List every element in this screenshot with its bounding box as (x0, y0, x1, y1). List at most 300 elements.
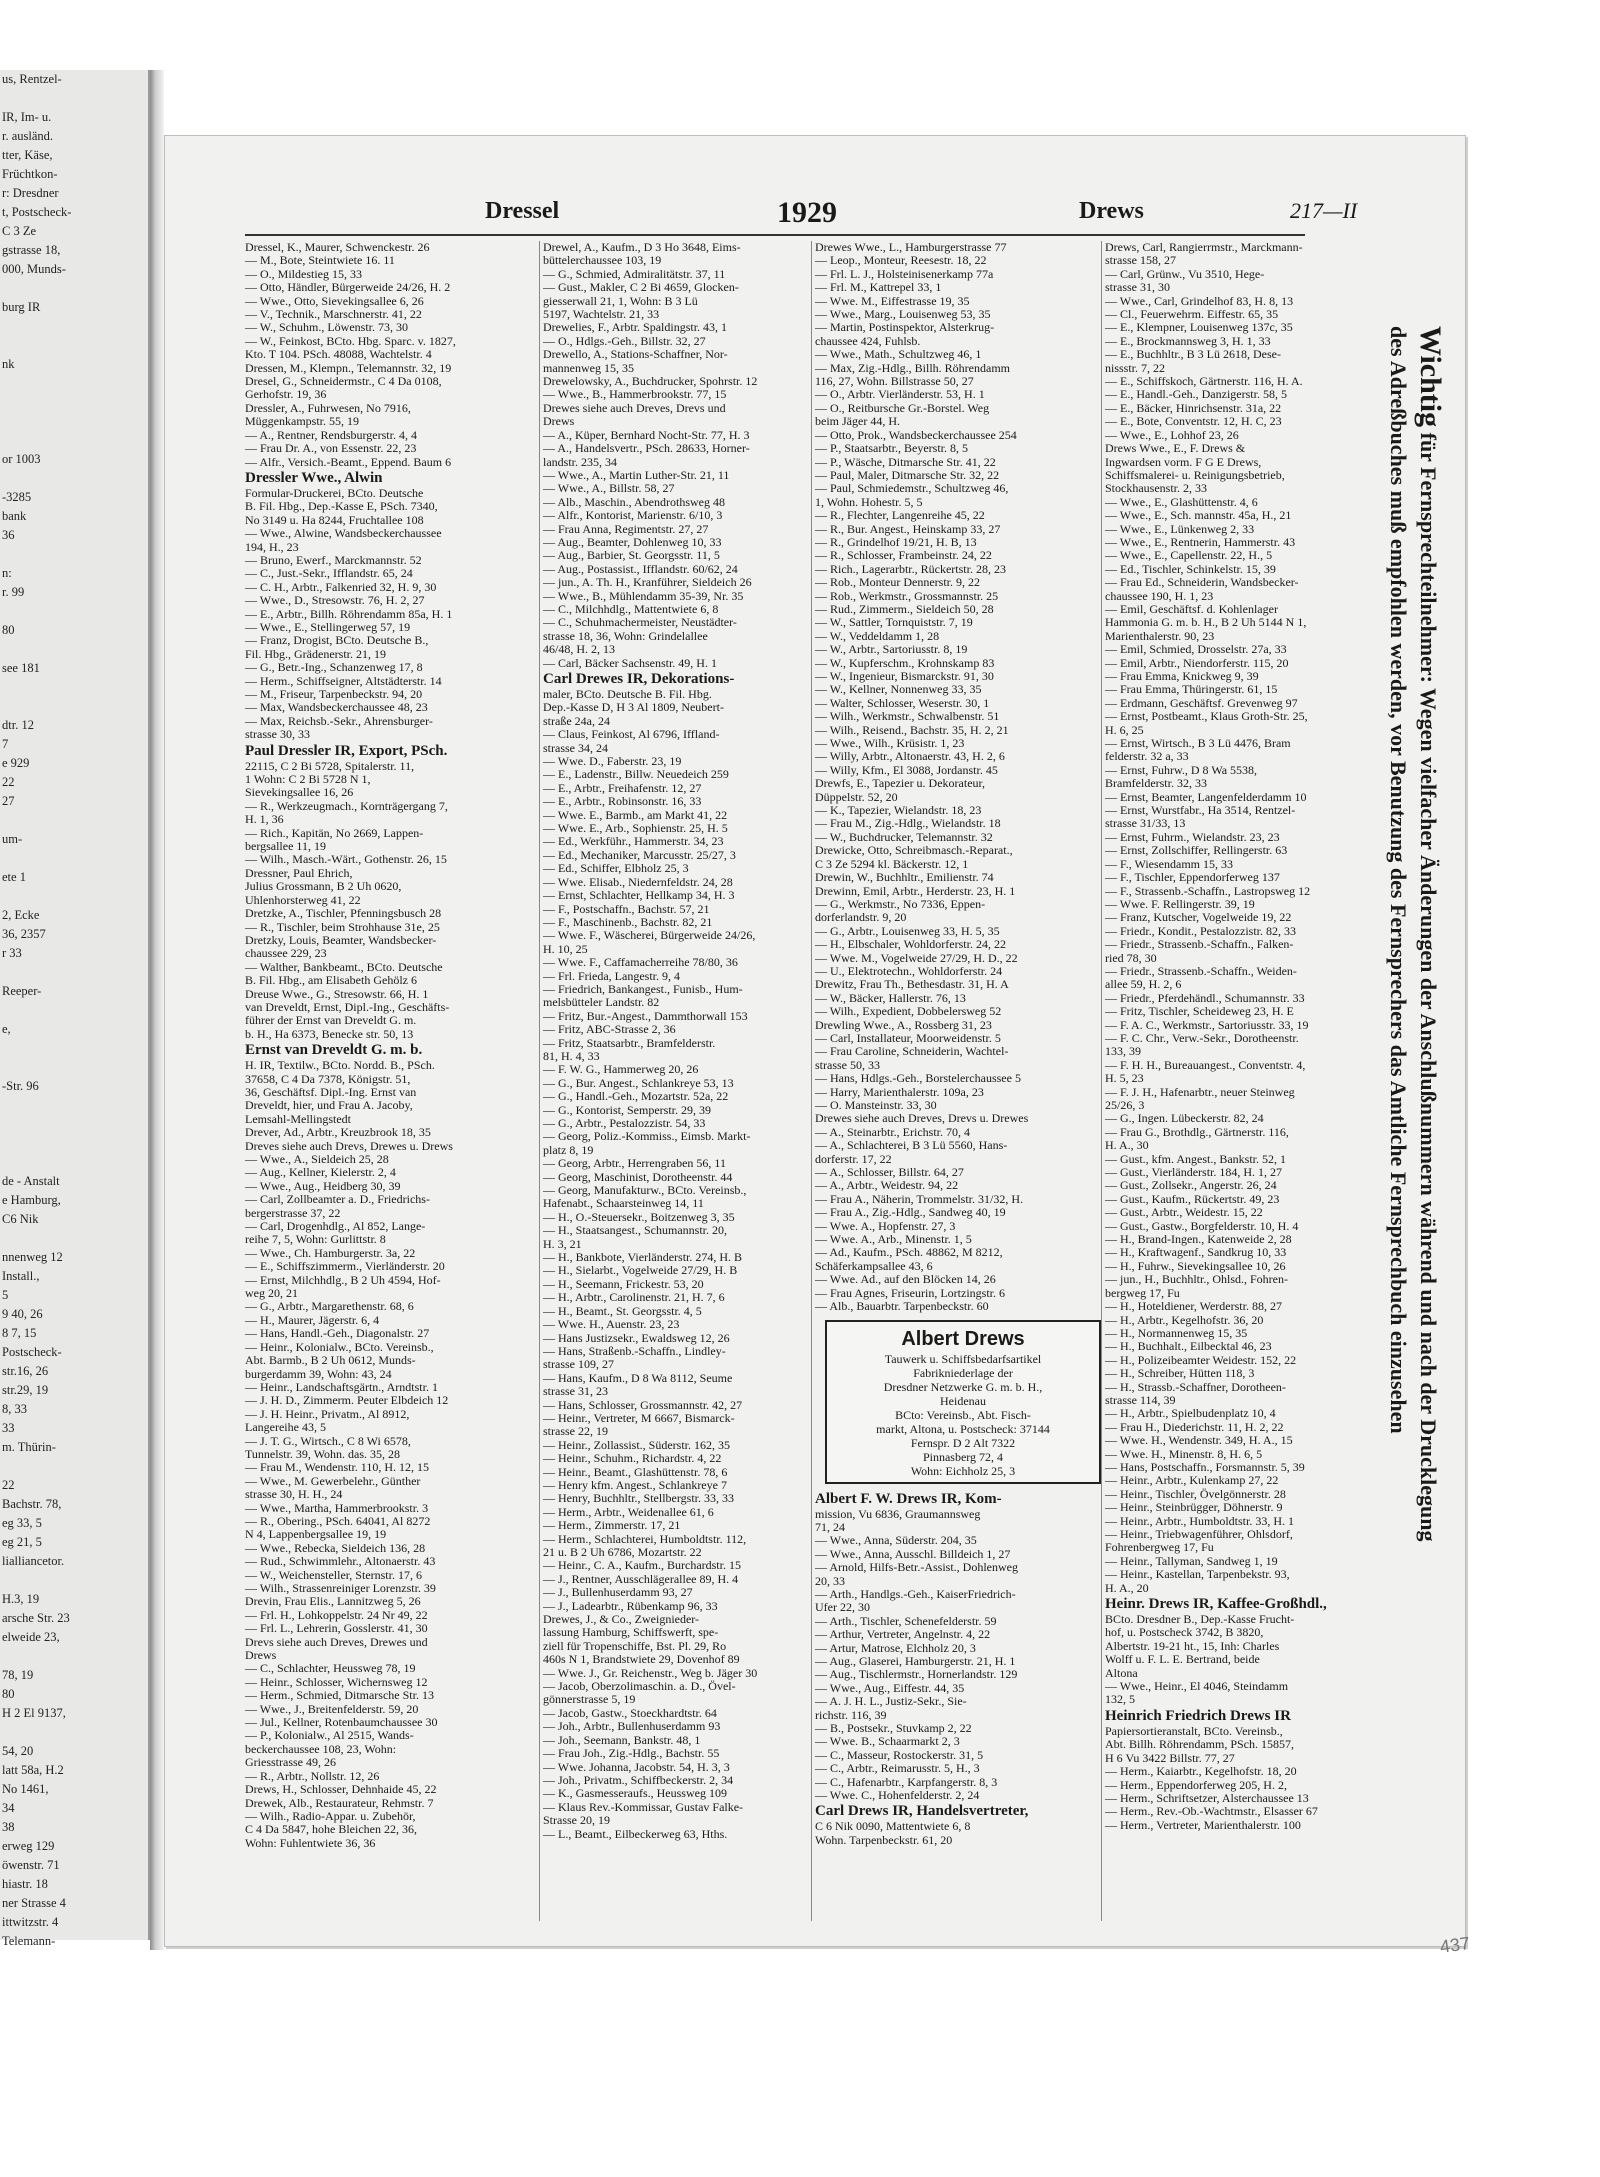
directory-entry: — Rud., Schwimmlehr., Altonaerstr. 43 (245, 1554, 436, 1569)
sliver-line: Bachstr. 78, (2, 1497, 62, 1511)
sliver-line: 80 (2, 1687, 15, 1701)
directory-entry: maler, BCto. Deutsche B. Fil. Hbg. (543, 687, 712, 701)
directory-entry: — Otto, Händler, Bürgerweide 24/26, H. 2 (245, 280, 451, 295)
sliver-line: ete 1 (2, 870, 26, 884)
directory-entry: — Carl, Bäcker Sachsenstr. 49, H. 1 (543, 655, 717, 670)
sliver-line: eg 21, 5 (2, 1535, 42, 1549)
directory-entry: — Frau H., Diederichstr. 11, H. 2, 22 (1105, 1419, 1284, 1434)
sliver-line: H 2 El 9137, (2, 1706, 66, 1720)
directory-entry: Schäferkampsallee 43, 6 (815, 1258, 933, 1273)
directory-entry: — E., Arbtr., Freihafenstr. 12, 27 (543, 780, 702, 795)
directory-entry: — Georg, Arbtr., Herrengraben 56, 11 (543, 1156, 726, 1171)
directory-entry: — Wilh., Strassenreiniger Lorenzstr. 39 (245, 1581, 436, 1595)
notice-line-1 (1413, 326, 1445, 1856)
sliver-line: latt 58a, H.2 (2, 1763, 64, 1777)
directory-entry: C 4 Da 5847, hohe Bleichen 22, 36, (245, 1822, 417, 1837)
directory-entry: — W., Kupferschm., Krohnskamp 83 (815, 655, 995, 670)
directory-entry: gönnerstrasse 5, 19 (543, 1692, 636, 1707)
directory-entry: Dressel, K., Maurer, Schwenckestr. 26 (245, 240, 430, 254)
directory-entry: — Hans, Hdlgs.-Geh., Borstelerchaussee 5 (815, 1071, 1021, 1086)
directory-entry: No 3149 u. Ha 8244, Fruchtallee 108 (245, 512, 424, 527)
directory-entry: 460s N 1, Brandstwiete 29, Dovenhof 89 (543, 1652, 740, 1667)
sliver-line: C 3 Ze (2, 224, 37, 238)
directory-entry: Carl Drewes IR, Dekorations- (543, 671, 735, 687)
directory-entry: — H., Brand-Ingen., Katenweide 2, 28 (1105, 1232, 1292, 1247)
directory-entry: van Dreveldt, Ernst, Dipl.-Ing., Geschäfts- (245, 999, 450, 1014)
directory-entry: — Frau Emma, Knickweg 9, 39 (1105, 669, 1259, 683)
directory-entry: — Max, Wandsbeckerchaussee 48, 23 (245, 700, 428, 715)
column-divider (1101, 241, 1102, 1921)
ad-line: Pinnasberg 72, 4 (922, 1449, 1004, 1464)
directory-entry: dorferlandstr. 9, 20 (815, 910, 907, 925)
directory-entry: — Alfr., Versich.-Beamt., Eppend. Baum 6 (245, 454, 452, 469)
directory-entry: — Hans, Schlosser, Grossmannstr. 42, 27 (543, 1397, 743, 1412)
column-divider (811, 241, 812, 1921)
directory-entry: 132, 5 (1105, 1692, 1135, 1707)
notice-line-2: des Adreßbuches muß empfohlen werden, vor Benutzung des Fernsprechers das Amtliche Fernsprechbuch einzusehen (1386, 326, 1411, 1434)
directory-entry: H. 1, 36 (245, 812, 284, 827)
directory-entry: — B., Postsekr., Stuvkamp 2, 22 (815, 1721, 972, 1735)
directory-entry: Bramfelderstr. 32, 33 (1105, 776, 1207, 791)
directory-entry: — Wwe. H., Minenstr. 8, H. 6, 5 (1105, 1446, 1263, 1461)
sliver-line: see 181 (2, 661, 40, 675)
directory-entry: — G., Werkmstr., No 7336, Eppen- (815, 896, 986, 911)
directory-entry: — Wwe., E., Lünkenweg 2, 33 (1105, 521, 1255, 536)
directory-entry: — Ed., Tischler, Schinkelstr. 15, 39 (1105, 561, 1276, 576)
directory-entry: — Franz, Kutscher, Vogelweide 19, 22 (1105, 910, 1292, 925)
directory-entry: — R., Grindelhof 19/21, H. B, 13 (815, 534, 977, 549)
directory-entry: — Wwe., B., Hammerbrookstr. 77, 15 (543, 387, 727, 402)
directory-entry: beim Jäger 44, H. (815, 414, 900, 429)
directory-entry: — Wwe. F., Caffamacherreihe 78/80, 36 (543, 955, 738, 970)
directory-entry: 81, H. 4, 33 (543, 1048, 600, 1063)
directory-entry: H. 6, 25 (1105, 722, 1144, 737)
directory-entry: — Gust., Arbtr., Weidestr. 15, 22 (1105, 1205, 1263, 1220)
sliver-line (0, 1153, 148, 1172)
sliver-line: e, (2, 1022, 11, 1036)
directory-entry: — Jacob, Gastw., Stoeckhardtstr. 64 (543, 1705, 717, 1720)
directory-entry: — A., Rentner, Rendsburgerstr. 4, 4 (245, 427, 417, 442)
directory-entry: — Bruno, Ewerf., Marckmannstr. 52 (245, 552, 422, 567)
directory-entry: — Herm., Schriftsetzer, Alsterchaussee 13 (1105, 1790, 1309, 1805)
directory-entry: bergerstrasse 37, 22 (245, 1205, 341, 1220)
directory-entry: — M., Bote, Steintwiete 16. 11 (245, 253, 395, 268)
sliver-line: de - Anstalt (2, 1174, 60, 1188)
directory-entry: — Jacob, Oberzolimaschin. a. D., Övel- (543, 1679, 736, 1694)
directory-entry: — Heinr., Vertreter, M 6667, Bismarck- (543, 1410, 735, 1425)
sliver-line: nnenweg 12 (2, 1250, 63, 1264)
sliver-line (0, 1096, 148, 1115)
directory-entry: — Herm., Kaiarbtr., Kegelhofstr. 18, 20 (1105, 1764, 1297, 1779)
directory-entry: allee 59, H. 2, 6 (1105, 977, 1182, 992)
directory-entry: Sievekingsallee 16, 26 (245, 785, 354, 800)
directory-entry: — G., Betr.-Ing., Schanzenweg 17, 8 (245, 660, 423, 675)
directory-entry: — Georg, Maschinist, Dorotheenstr. 44 (543, 1169, 733, 1184)
directory-entry: — Arthur, Vertreter, Angelnstr. 4, 22 (815, 1627, 991, 1642)
directory-entry: — C. H., Arbtr., Falkenried 32, H. 9, 30 (245, 579, 437, 594)
column-1 (245, 241, 541, 1921)
directory-entry: — Paul, Maler, Ditmarsche Str. 32, 22 (815, 467, 1000, 482)
directory-entry: — Henry, Buchhltr., Stellbergstr. 33, 33 (543, 1491, 734, 1506)
directory-entry: — Ed., Werkführ., Hammerstr. 34, 23 (543, 834, 724, 849)
directory-entry: — W., Ingenieur, Bismarckstr. 91, 30 (815, 669, 994, 683)
directory-entry: Lemsahl-Mellingstedt (245, 1111, 351, 1126)
directory-page (164, 135, 1466, 1947)
sliver-line: 33 (2, 1421, 15, 1435)
sliver-line: 8 7, 15 (2, 1326, 37, 1340)
directory-entry: Stockhausenstr. 2, 33 (1105, 481, 1207, 496)
directory-entry: — O., Mildestieg 15, 33 (245, 266, 362, 281)
handwritten-page-mark: 437 (1438, 1933, 1472, 1957)
sliver-line (0, 1723, 148, 1742)
sliver-line (0, 963, 148, 982)
sliver-line (0, 412, 148, 431)
directory-entry: — U., Elektrotechn., Wohldorferstr. 24 (815, 963, 1003, 978)
directory-entry: — Frau Joh., Zig.-Hdlg., Bachstr. 55 (543, 1746, 720, 1761)
directory-entry: Tunnelstr. 39, Wohn. das. 35, 28 (245, 1446, 401, 1461)
directory-entry: strasse 109, 27 (543, 1357, 614, 1372)
sliver-line (0, 469, 148, 488)
directory-entry: — H., Elbschaler, Wohldorferstr. 24, 22 (815, 937, 1006, 952)
directory-entry: — Ernst, Postbeamt., Klaus Groth-Str. 25, (1105, 709, 1308, 724)
directory-entry: — Heinr., Arbtr., Kulenkamp 27, 22 (1105, 1473, 1279, 1488)
sliver-line: or 1003 (2, 452, 41, 466)
directory-entry: — H., Maurer, Jägerstr. 6, 4 (245, 1312, 380, 1327)
directory-entry: Kto. T 104. PSch. 48088, Wachtelstr. 4 (245, 347, 432, 362)
directory-entry: — Artur, Matrose, Elchholz 20, 3 (815, 1640, 976, 1655)
column-2 (543, 241, 839, 1921)
directory-entry: B. Fil. Hbg., Dep.-Kasse E, PSch. 7340, (245, 499, 438, 514)
directory-entry: — E., Bote, Conventstr. 12, H. C, 23 (1105, 414, 1282, 429)
header-page-number: 217—II (1290, 198, 1358, 223)
directory-entry: 194, H., 23 (245, 539, 299, 554)
directory-entry: — Cl., Feuerwehrm. Eiffestr. 65, 35 (1105, 307, 1279, 322)
directory-entry: — H., O.-Steuersekr., Boitzenweg 3, 35 (543, 1209, 735, 1224)
directory-entry: Paul Dressler IR, Export, PSch. (245, 742, 448, 759)
directory-entry: Schiffsmalerei- u. Reinigungsbetrieb, (1105, 467, 1285, 482)
directory-entry: — Ed., Schiffer, Elbholz 25, 3 (543, 861, 689, 876)
directory-entry: — E., Arbtr., Billh. Röhrendamm 85a, H. 1 (245, 606, 453, 621)
directory-entry: — H., Hoteldiener, Werderstr. 88, 27 (1105, 1299, 1282, 1314)
directory-entry: — Heinr., Arbtr., Humboldtstr. 33, H. 1 (1105, 1513, 1294, 1528)
column-3 (815, 241, 1111, 1921)
directory-entry: — W., Arbtr., Sartoriusstr. 8, 19 (815, 642, 968, 657)
directory-entry: — H., Buchhalt., Eilbecktal 46, 23 (1105, 1339, 1272, 1354)
directory-entry: — Erdmann, Geschäftsf. Grevenweg 97 (1105, 695, 1298, 710)
directory-entry: — G., Arbtr., Margarethenstr. 68, 6 (245, 1299, 414, 1314)
directory-entry: chaussee 190, H. 1, 23 (1105, 588, 1214, 603)
sliver-line: r. ausländ. (2, 129, 54, 143)
directory-entry: — H., Strassb.-Schaffner, Dorotheen- (1105, 1379, 1286, 1394)
directory-entry: — Wwe., E., Capellenstr. 22, H., 5 (1105, 548, 1273, 563)
directory-entry: — Alb., Maschin., Abendrothsweg 48 (543, 494, 725, 509)
directory-entry: strasse 114, 39 (1105, 1392, 1176, 1407)
ad-title: Albert Drews (901, 1327, 1025, 1350)
directory-entry: — G., Arbtr., Pestalozzistr. 54, 33 (543, 1116, 706, 1130)
directory-entry: — H., Arbtr., Kegelhofstr. 36, 20 (1105, 1312, 1264, 1327)
directory-entry: — A., Handelsvertr., PSch. 28633, Horner- (543, 441, 750, 456)
directory-entry: — Wwe. A., Hopfenstr. 27, 3 (815, 1218, 956, 1233)
notice-text-1: für Fernsprechteilnehmer: Wegen vielfacher Änderungen der Anschlußnummern während und nach der Drucklegung (1416, 432, 1441, 1542)
directory-entry: — Joh., Seemann, Bankstr. 48, 1 (543, 1732, 701, 1747)
sliver-line (0, 1115, 148, 1134)
ad-line: BCto: Vereinsb., Abt. Fisch- (895, 1407, 1031, 1422)
directory-entry: — W., Feinkost, BCto. Hbg. Sparc. v. 1827, (245, 333, 456, 348)
directory-entry: — K., Gasmesseraufs., Heussweg 109 (543, 1786, 727, 1801)
directory-entry: — Carl, Installateur, Moorweidenstr. 5 (815, 1030, 1001, 1045)
directory-entry: — G., Ingen. Lübeckerstr. 82, 24 (1105, 1111, 1264, 1126)
directory-entry: Ufer 22, 30 (815, 1600, 870, 1615)
directory-entry: Fohrenbergweg 17, Fu (1105, 1540, 1214, 1555)
directory-entry: — Frau G., Brothdlg., Gärtnerstr. 116, (1105, 1124, 1289, 1139)
ad-line: Heidenau (940, 1393, 986, 1408)
directory-entry: Drews Wwe., E., F. Drews & (1105, 441, 1246, 456)
directory-entry: — P., Staatsarbtr., Beyerstr. 8, 5 (815, 441, 968, 456)
directory-entry: — J., Bullenhuserdamm 93, 27 (543, 1585, 693, 1600)
directory-entry: — Heinr., C. A., Kaufm., Burchardstr. 15 (543, 1558, 741, 1573)
directory-entry: — Aug., Glaserei, Hamburgerstr. 21, H. 1 (815, 1653, 1016, 1668)
directory-entry: Drewes Wwe., L., Hamburgerstrasse 77 (815, 240, 1007, 254)
sliver-line: e 929 (2, 756, 30, 770)
directory-entry: — C., Milchhdlg., Mattentwiete 6, 8 (543, 601, 719, 616)
directory-entry: büttelerchaussee 103, 19 (543, 253, 662, 268)
directory-entry: Drewfs, E., Tapezier u. Dekorateur, (815, 776, 986, 791)
sliver-line (0, 678, 148, 697)
directory-entry: Düppelstr. 52, 20 (815, 789, 898, 804)
directory-entry: — Wwe., E., Glashüttenstr. 4, 6 (1105, 494, 1258, 509)
directory-entry: Drever, Ad., Arbtr., Kreuzbrook 18, 35 (245, 1125, 431, 1140)
directory-entry: — Wwe. Ad., auf den Blöcken 14, 26 (815, 1272, 996, 1287)
sliver-line (0, 887, 148, 906)
directory-entry: — J. H. D., Zimmerm. Peuter Elbdeich 12 (245, 1393, 449, 1408)
directory-entry: C 3 Ze 5294 kl. Bäckerstr. 12, 1 (815, 856, 969, 871)
directory-entry: — Heinr., Triebwagenführer, Ohlsdorf, (1105, 1527, 1293, 1541)
directory-entry: — Max, Reichsb.-Sekr., Ahrensburger- (245, 713, 433, 728)
sliver-line: str.29, 19 (2, 1383, 49, 1397)
directory-entry: 46/48, H. 2, 13 (543, 642, 615, 657)
directory-entry: — Arth., Tischler, Schenefelderstr. 59 (815, 1613, 997, 1628)
directory-entry: Dreves siehe auch Drevs, Drewes u. Drews (245, 1138, 453, 1153)
directory-entry: — Wwe., E., Stellingerweg 57, 19 (245, 619, 411, 634)
directory-entry: — Harry, Marienthalerstr. 109a, 23 (815, 1084, 984, 1099)
vertical-notice (1335, 326, 1445, 1856)
directory-entry: — Frau Dr. A., von Essenstr. 22, 23 (245, 441, 417, 456)
directory-entry: — Aug., Tischlermstr., Hornerlandstr. 129 (815, 1667, 1018, 1682)
directory-entry: beckerchaussee 108, 23, Wohn: (245, 1741, 397, 1756)
directory-entry: — Frau A., Zig.-Hdlg., Sandweg 40, 19 (815, 1205, 1006, 1220)
directory-entry: Drewes siehe auch Dreves, Drevs und (543, 400, 726, 415)
sliver-line: 54, 20 (2, 1744, 34, 1758)
directory-entry: Dressen, M., Klempn., Telemannstr. 32, 19 (245, 360, 452, 375)
directory-entry: strasse 22, 19 (543, 1424, 608, 1439)
directory-entry: — Franz, Drogist, BCto. Deutsche B., (245, 633, 429, 648)
sliver-line: Telemann- (2, 1934, 56, 1948)
directory-entry: strasse 50, 33 (815, 1057, 880, 1072)
directory-entry: lassung Hamburg, Schiffswerft, spe- (543, 1625, 719, 1640)
directory-entry: — W., Buchdrucker, Telemannstr. 32 (815, 829, 993, 844)
sliver-line (0, 1457, 148, 1476)
ad-line: Fernspr. D 2 Alt 7322 (910, 1435, 1016, 1450)
directory-entry: — P., Wäsche, Ditmarsche Str. 41, 22 (815, 454, 996, 469)
directory-entry: — Herm., Schmied, Ditmarsche Str. 13 (245, 1688, 434, 1703)
sliver-line: Reeper- (2, 984, 42, 998)
directory-entry: — Heinr., Tischler, Övelgönnerstr. 28 (1105, 1486, 1286, 1501)
directory-entry: Drewling Wwe., A., Rossberg 31, 23 (815, 1017, 992, 1032)
directory-entry: — Ernst, Wirtsch., B 3 Lü 4476, Bram (1105, 736, 1291, 751)
directory-entry: 71, 24 (815, 1519, 845, 1534)
directory-entry: — Hans, Postschaffn., Forsmannstr. 5, 39 (1105, 1459, 1305, 1474)
column-divider (539, 241, 540, 1921)
directory-entry: — Wwe., J., Breitenfelderstr. 59, 20 (245, 1701, 419, 1716)
directory-entry: — Herm., Schlachterei, Humboldtstr. 112, (543, 1531, 747, 1546)
directory-entry: — Wwe., Anna, Süderstr. 204, 35 (815, 1533, 977, 1548)
directory-entry: reihe 7, 5, Wohn: Gurlittstr. 8 (245, 1232, 386, 1247)
directory-entry: Drews (245, 1648, 277, 1663)
sliver-line: str.16, 26 (2, 1364, 49, 1378)
directory-entry: Drewel, A., Kaufm., D 3 Ho 3648, Eims- (543, 240, 741, 254)
directory-entry: landstr. 235, 34 (543, 454, 617, 469)
directory-entry: — H., Arbtr., Spielbudenplatz 10, 4 (1105, 1406, 1276, 1421)
directory-entry: — Alb., Bauarbtr. Tarpenbeckstr. 60 (815, 1299, 989, 1314)
directory-entry: Heinrich Friedrich Drews IR (1105, 1707, 1291, 1724)
directory-entry: — Emil, Arbtr., Niendorferstr. 115, 20 (1105, 655, 1289, 670)
advertisement-box (825, 1320, 1101, 1484)
directory-entry: — Emil, Schmied, Drosselstr. 27a, 33 (1105, 642, 1287, 657)
sliver-line: hiastr. 18 (2, 1877, 48, 1891)
sliver-line (0, 1058, 148, 1077)
directory-entry: — Herm., Schiffseigner, Altstädterstr. 14 (245, 673, 442, 688)
directory-entry: — Wwe., Carl, Grindelhof 83, H. 8, 13 (1105, 293, 1294, 308)
directory-entry: strasse 18, 36, Wohn: Grindelallee (543, 628, 708, 643)
sliver-line: e Hamburg, (2, 1193, 61, 1207)
directory-entry: — Aug., Barbier, St. Georgsstr. 11, 5 (543, 548, 720, 563)
directory-entry: — Rud., Zimmerm., Sieldeich 50, 28 (815, 601, 994, 616)
directory-entry: — A., Arbtr., Weidestr. 94, 22 (815, 1178, 959, 1193)
directory-entry: — jun., H., Buchhltr., Ohlsd., Fohren- (1105, 1272, 1288, 1287)
directory-entry: — Wwe. J., Gr. Reichenstr., Weg b. Jäger 30 (543, 1665, 758, 1680)
directory-entry: — Rich., Kapitän, No 2669, Lappen- (245, 825, 424, 840)
directory-entry: — E., Schiffskoch, Gärtnerstr. 116, H. A. (1105, 374, 1303, 389)
directory-entry: — Wwe., Alwine, Wandsbeckerchaussee (245, 526, 442, 541)
directory-entry: — Herm., Rev.-Ob.-Wachtmstr., Elsasser 67 (1105, 1804, 1318, 1819)
directory-entry: — Wwe. D., Faberstr. 23, 19 (543, 754, 682, 769)
directory-entry: — Frau M., Wendenstr. 110, H. 12, 15 (245, 1460, 430, 1475)
directory-entry: straße 24a, 24 (543, 713, 610, 728)
directory-entry: — Ed., Mechaniker, Marcusstr. 25/27, 3 (543, 847, 736, 862)
directory-entry: — Heinr., Kastellan, Tarpenbekstr. 93, (1105, 1567, 1290, 1582)
sliver-line (0, 1229, 148, 1248)
sliver-line (0, 89, 148, 108)
directory-entry: — J. T. G., Wirtsch., C 8 Wi 6578, (245, 1433, 411, 1448)
header-rule (245, 234, 1305, 236)
sliver-line: -3285 (2, 490, 32, 504)
directory-entry: Wolff u. F. L. E. Bertrand, beide (1105, 1652, 1260, 1667)
directory-entry: — L., Beamt., Eilbeckerweg 63, Hths. (543, 1826, 728, 1841)
directory-entry: — Wwe. M., Vogelweide 27/29, H. D., 22 (815, 950, 1018, 965)
directory-entry: — Heinr., Kolonialw., BCto. Vereinsb., (245, 1339, 434, 1354)
directory-entry: — Gust., kfm. Angest., Bankstr. 52, 1 (1105, 1151, 1287, 1166)
directory-entry: — W., Kellner, Nonnenweg 33, 35 (815, 682, 982, 697)
directory-entry: — Gust., Vierländerstr. 184, H. 1, 27 (1105, 1165, 1283, 1180)
directory-entry: — R., Tischler, beim Strohhause 31e, 25 (245, 919, 440, 934)
notice-heading: Wichtig (1414, 326, 1447, 428)
sliver-line: ittwitzstr. 4 (2, 1915, 59, 1929)
directory-entry: — Frl. M., Kattrepel 33, 1 (815, 280, 942, 295)
directory-entry: — Rob., Werkmstr., Grossmannstr. 25 (815, 588, 999, 603)
directory-entry: Langereihe 43, 5 (245, 1420, 326, 1435)
directory-entry: — Wwe., Anna, Ausschl. Billdeich 1, 27 (815, 1546, 1011, 1561)
directory-entry: — Wwe., Marg., Louisenweg 53, 35 (815, 307, 991, 322)
directory-entry: — Frau A., Näherin, Trommelstr. 31/32, H. (815, 1191, 1024, 1206)
sliver-line (0, 336, 148, 355)
sliver-line: 27 (2, 794, 15, 808)
directory-entry: — Frau Anna, Regimentstr. 27, 27 (543, 521, 709, 536)
sliver-line: burg IR (2, 300, 41, 314)
directory-entry: Uhlenhorsterweg 41, 22 (245, 892, 361, 907)
directory-entry: — C., Schlachter, Heussweg 78, 19 (245, 1661, 416, 1676)
directory-entry: melsbütteler Landstr. 82 (543, 995, 660, 1010)
sliver-line: 22 (2, 775, 15, 789)
directory-entry: 25/26, 3 (1105, 1098, 1145, 1112)
directory-entry: — Wwe., Wilh., Krüsistr. 1, 23 (815, 736, 965, 751)
directory-entry: — Wilh., Radio-Appar. u. Zubehör, (245, 1808, 416, 1823)
directory-entry: felderstr. 32 a, 33 (1105, 749, 1189, 764)
directory-entry: — Hans, Straßenb.-Schaffn., Lindley- (543, 1343, 726, 1358)
directory-entry: — Jul., Kellner, Rotenbaumchaussee 30 (245, 1715, 438, 1730)
directory-entry: — H., Beamt., St. Georgsstr. 4, 5 (543, 1303, 702, 1318)
directory-entry: — C., Just.-Sekr., Ifflandstr. 65, 24 (245, 566, 413, 581)
sliver-line (0, 640, 148, 659)
sliver-line: 9 40, 26 (2, 1307, 43, 1321)
sliver-line: t, Postscheck- (2, 205, 72, 219)
directory-entry: — Willy, Arbtr., Altonaerstr. 43, H. 2, 6 (815, 749, 1005, 764)
directory-entry: BCto. Dresdner B., Dep.-Kasse Frucht- (1105, 1612, 1295, 1627)
sliver-line (0, 393, 148, 412)
directory-entry: — A., Schlachterei, B 3 Lü 5560, Hans- (815, 1138, 1008, 1153)
directory-entry: Drewelowsky, A., Buchdrucker, Spohrstr. 12 (543, 374, 758, 389)
directory-entry: — H., Arbtr., Carolinenstr. 21, H. 7, 6 (543, 1290, 725, 1305)
directory-entry: ziell für Tropenschiffe, Bst. Pl. 29, Ro (543, 1638, 727, 1653)
directory-entry: — Wwe., Ch. Hamburgerstr. 3a, 22 (245, 1245, 416, 1260)
ad-line: Dresdner Netzwerke G. m. b. H., (883, 1379, 1043, 1394)
directory-entry: — Carl, Drogenhdlg., Al 852, Lange- (245, 1219, 426, 1234)
directory-entry: — H., Seemann, Frickestr. 53, 20 (543, 1276, 704, 1291)
directory-entry: — Klaus Rev.-Kommissar, Gustav Falke- (543, 1799, 744, 1814)
directory-entry: — W., Sattler, Tornquiststr. 7, 19 (815, 615, 973, 630)
directory-entry: 1, Wohn. Hohestr. 5, 5 (815, 494, 923, 509)
directory-entry: — J., Ladearbtr., Rübenkamp 96, 33 (543, 1598, 718, 1613)
directory-entry: — C., Hafenarbtr., Karpfangerstr. 8, 3 (815, 1774, 998, 1789)
directory-entry: — Arth., Handlgs.-Geh., KaiserFriedrich- (815, 1586, 1016, 1601)
directory-entry: — O., Reitbursche Gr.-Borstel. Weg (815, 400, 990, 415)
directory-entry: — W., Schuhm., Löwenstr. 73, 30 (245, 320, 409, 335)
header-last-name: Drews (1079, 198, 1144, 224)
directory-entry: führer der Ernst van Dreveldt G. m. (245, 1013, 417, 1028)
sliver-line: erweg 129 (2, 1839, 55, 1853)
directory-entry: Drewelies, F., Arbtr. Spaldingstr. 43, 1 (543, 320, 728, 335)
sliver-line: 8, 33 (2, 1402, 27, 1416)
directory-entry: — E., Arbtr., Robinsonstr. 16, 33 (543, 794, 702, 809)
directory-entry: 20, 33 (815, 1573, 845, 1588)
directory-entry: Gerhofstr. 19, 36 (245, 387, 327, 402)
directory-entry: — E., Buchhltr., B 3 Lü 2618, Dese- (1105, 347, 1281, 362)
directory-entry: 5197, Wachtelstr. 21, 33 (543, 307, 660, 322)
directory-entry: Abt. Billh. Röhrendamm, PSch. 15857, (1105, 1737, 1294, 1752)
directory-entry: — Wwe. E., Barmb., am Markt 41, 22 (543, 807, 728, 822)
directory-entry: — G., Schmied, Admiralitätstr. 37, 11 (543, 266, 726, 281)
sliver-line: r: Dresdner (2, 186, 59, 200)
sliver-line: H.3, 19 (2, 1592, 40, 1606)
